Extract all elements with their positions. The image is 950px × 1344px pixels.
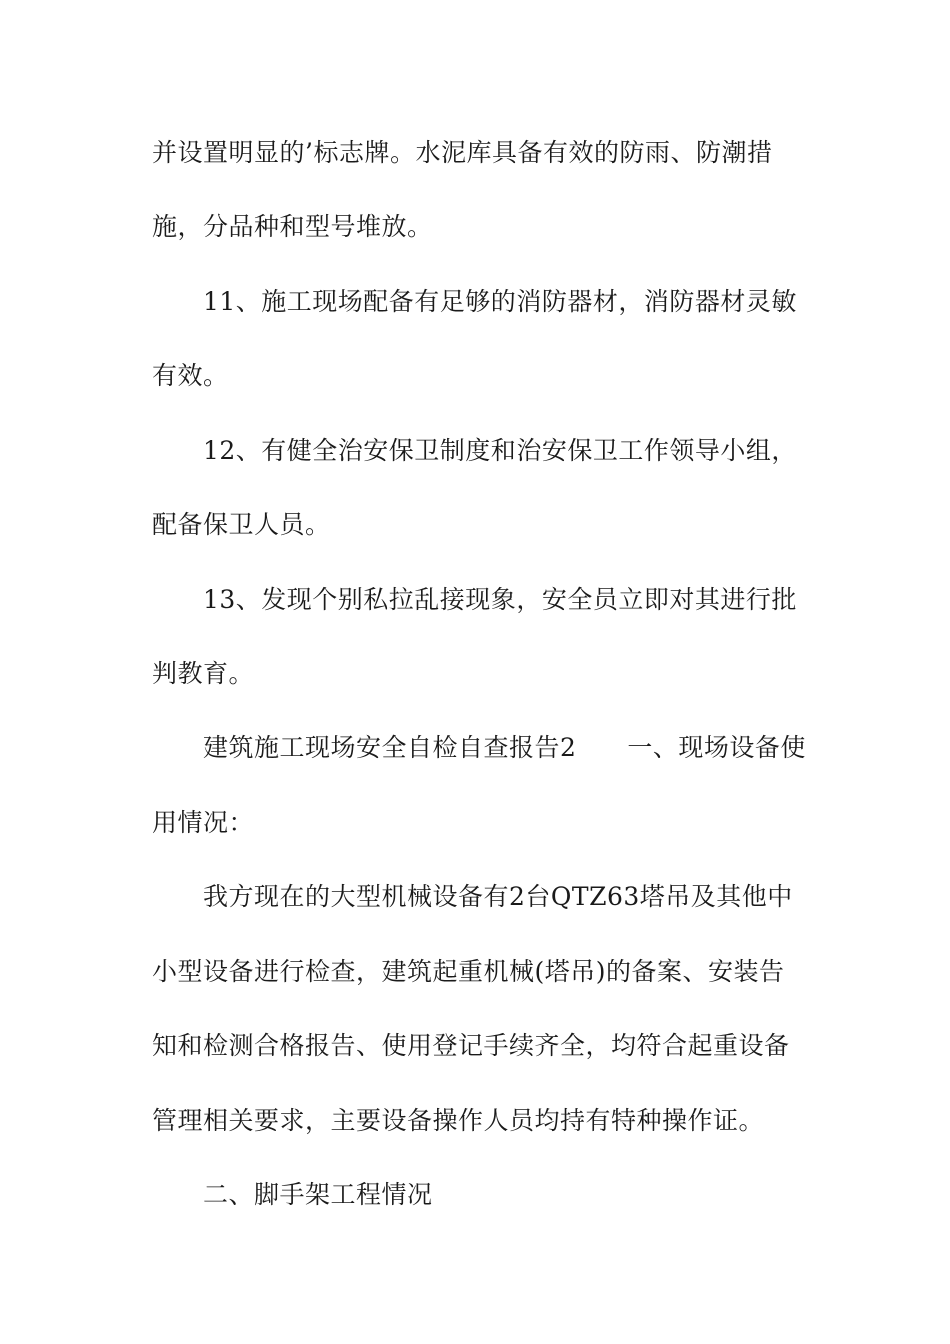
text-line-12: 小型设备进行检查，建筑起重机械(塔吊)的备案、安装告	[152, 957, 785, 986]
text-line-11: 我方现在的大型机械设备有2台QTZ63塔吊及其他中	[203, 882, 793, 911]
text-line-9: 建筑施工现场安全自检自查报告2 一、现场设备使	[203, 733, 806, 762]
text-line-10: 用情况：	[152, 808, 255, 837]
text-line-1: 并设置明显的’标志牌。水泥库具备有效的防雨、防潮措	[152, 138, 773, 167]
text-line-4: 有效。	[152, 361, 229, 390]
text-line-13: 知和检测合格报告、使用登记手续齐全，均符合起重设备	[152, 1031, 790, 1060]
text-line-2: 施，分品种和型号堆放。	[152, 212, 433, 241]
text-line-14: 管理相关要求，主要设备操作人员均持有特种操作证。	[152, 1106, 765, 1135]
text-line-8: 判教育。	[152, 659, 255, 688]
text-line-6: 配备保卫人员。	[152, 510, 331, 539]
text-line-5: 12、有健全治安保卫制度和治安保卫工作领导小组，	[203, 436, 797, 465]
text-line-15: 二、脚手架工程情况	[203, 1180, 433, 1209]
text-line-7: 13、发现个别私拉乱接现象，安全员立即对其进行批	[203, 585, 797, 614]
text-line-3: 11、施工现场配备有足够的消防器材，消防器材灵敏	[203, 287, 797, 316]
